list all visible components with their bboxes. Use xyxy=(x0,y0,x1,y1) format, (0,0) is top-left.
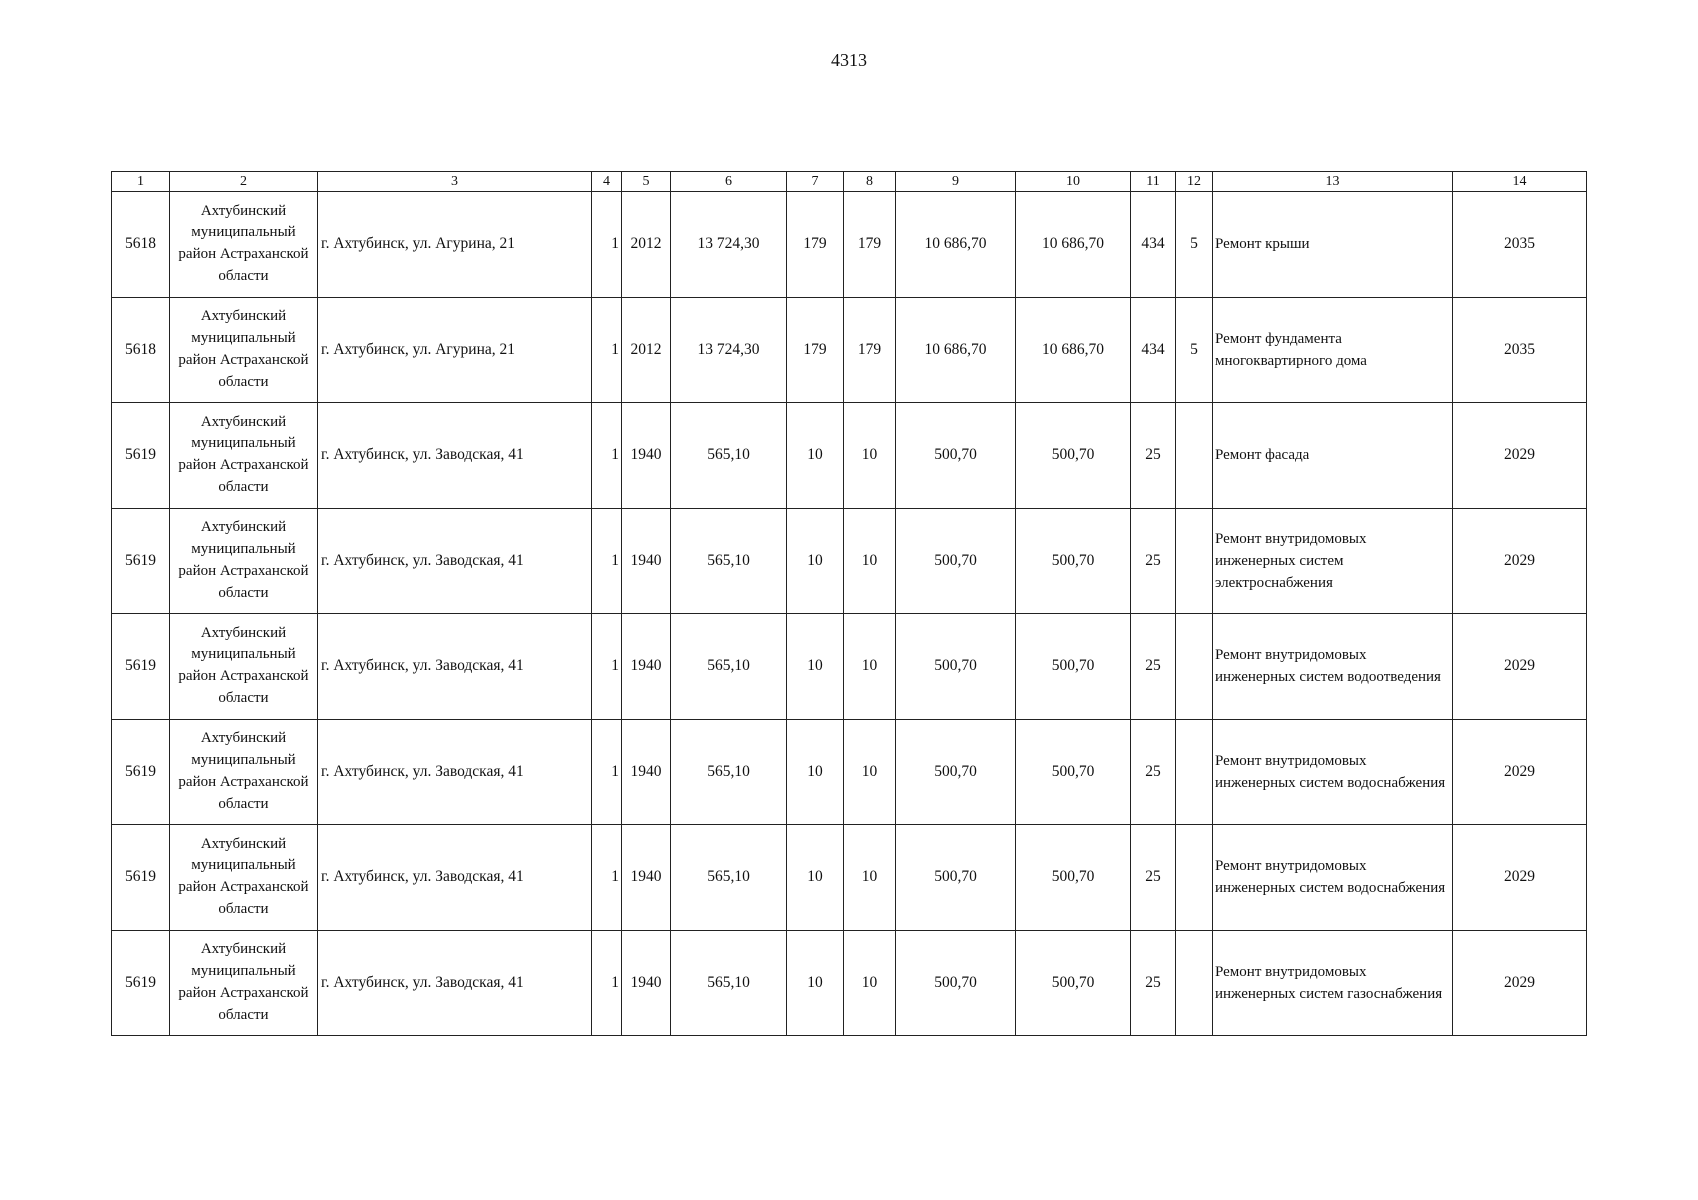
column-header: 11 xyxy=(1131,172,1176,192)
total-area-cell: 565,10 xyxy=(671,614,787,720)
total-area-cell: 565,10 xyxy=(671,403,787,509)
year-built-cell: 1940 xyxy=(622,825,671,931)
col8-cell: 10 xyxy=(844,403,896,509)
work-type-cell: Ремонт внутридомовых инженерных систем водоснабжения xyxy=(1213,825,1453,931)
col12-cell xyxy=(1176,403,1213,509)
row-id-cell: 5618 xyxy=(112,297,170,403)
col7-cell: 10 xyxy=(787,930,844,1036)
plan-year-cell: 2035 xyxy=(1453,297,1587,403)
column-header: 6 xyxy=(671,172,787,192)
col9-cell: 10 686,70 xyxy=(896,192,1016,298)
col8-cell: 10 xyxy=(844,930,896,1036)
plan-year-cell: 2029 xyxy=(1453,930,1587,1036)
table-row xyxy=(112,508,1587,614)
col11-cell: 434 xyxy=(1131,192,1176,298)
municipality-cell: Ахтубинский муниципальный район Астраханской области xyxy=(170,403,318,509)
capital-repair-table xyxy=(111,171,1587,1036)
address-cell: г. Ахтубинск, ул. Заводская, 41 xyxy=(318,719,592,825)
total-area-cell: 565,10 xyxy=(671,930,787,1036)
row-id-cell: 5619 xyxy=(112,825,170,931)
col11-cell: 25 xyxy=(1131,930,1176,1036)
header-row xyxy=(112,172,1587,192)
col7-cell: 10 xyxy=(787,403,844,509)
col10-cell: 500,70 xyxy=(1016,719,1131,825)
year-built-cell: 1940 xyxy=(622,508,671,614)
col9-cell: 10 686,70 xyxy=(896,297,1016,403)
total-area-cell: 13 724,30 xyxy=(671,192,787,298)
col7-cell: 10 xyxy=(787,719,844,825)
col9-cell: 500,70 xyxy=(896,825,1016,931)
column-header: 2 xyxy=(170,172,318,192)
column-header: 1 xyxy=(112,172,170,192)
page-number: 4313 xyxy=(831,50,867,70)
col8-cell: 10 xyxy=(844,719,896,825)
table-row xyxy=(112,719,1587,825)
col7-cell: 179 xyxy=(787,192,844,298)
column-header: 9 xyxy=(896,172,1016,192)
work-type-cell: Ремонт внутридомовых инженерных систем водоотведения xyxy=(1213,614,1453,720)
col11-cell: 25 xyxy=(1131,403,1176,509)
plan-year-cell: 2029 xyxy=(1453,508,1587,614)
col4-cell: 1 xyxy=(592,614,622,720)
column-header: 14 xyxy=(1453,172,1587,192)
col7-cell: 179 xyxy=(787,297,844,403)
col8-cell: 10 xyxy=(844,508,896,614)
table-row xyxy=(112,825,1587,931)
municipality-cell: Ахтубинский муниципальный район Астраханской области xyxy=(170,719,318,825)
column-header: 13 xyxy=(1213,172,1453,192)
address-cell: г. Ахтубинск, ул. Заводская, 41 xyxy=(318,930,592,1036)
column-header: 12 xyxy=(1176,172,1213,192)
plan-year-cell: 2029 xyxy=(1453,403,1587,509)
row-id-cell: 5619 xyxy=(112,508,170,614)
address-cell: г. Ахтубинск, ул. Заводская, 41 xyxy=(318,403,592,509)
municipality-cell: Ахтубинский муниципальный район Астраханской области xyxy=(170,825,318,931)
work-type-cell: Ремонт внутридомовых инженерных систем водоснабжения xyxy=(1213,719,1453,825)
column-header: 10 xyxy=(1016,172,1131,192)
work-type-cell: Ремонт внутридомовых инженерных систем электроснабжения xyxy=(1213,508,1453,614)
year-built-cell: 1940 xyxy=(622,719,671,825)
total-area-cell: 13 724,30 xyxy=(671,297,787,403)
table-row xyxy=(112,297,1587,403)
col12-cell xyxy=(1176,719,1213,825)
plan-year-cell: 2029 xyxy=(1453,825,1587,931)
total-area-cell: 565,10 xyxy=(671,508,787,614)
col12-cell xyxy=(1176,614,1213,720)
column-header: 3 xyxy=(318,172,592,192)
row-id-cell: 5618 xyxy=(112,192,170,298)
municipality-cell: Ахтубинский муниципальный район Астраханской области xyxy=(170,508,318,614)
col11-cell: 25 xyxy=(1131,825,1176,931)
col11-cell: 25 xyxy=(1131,508,1176,614)
col12-cell xyxy=(1176,930,1213,1036)
address-cell: г. Ахтубинск, ул. Заводская, 41 xyxy=(318,614,592,720)
work-type-cell: Ремонт фасада xyxy=(1213,403,1453,509)
address-cell: г. Ахтубинск, ул. Агурина, 21 xyxy=(318,192,592,298)
col8-cell: 179 xyxy=(844,192,896,298)
col4-cell: 1 xyxy=(592,297,622,403)
col4-cell: 1 xyxy=(592,192,622,298)
column-header: 7 xyxy=(787,172,844,192)
col11-cell: 434 xyxy=(1131,297,1176,403)
col7-cell: 10 xyxy=(787,508,844,614)
year-built-cell: 1940 xyxy=(622,403,671,509)
col11-cell: 25 xyxy=(1131,614,1176,720)
col7-cell: 10 xyxy=(787,825,844,931)
col11-cell: 25 xyxy=(1131,719,1176,825)
col9-cell: 500,70 xyxy=(896,403,1016,509)
address-cell: г. Ахтубинск, ул. Заводская, 41 xyxy=(318,825,592,931)
year-built-cell: 1940 xyxy=(622,930,671,1036)
column-header: 4 xyxy=(592,172,622,192)
plan-year-cell: 2035 xyxy=(1453,192,1587,298)
col12-cell: 5 xyxy=(1176,297,1213,403)
municipality-cell: Ахтубинский муниципальный район Астраханской области xyxy=(170,930,318,1036)
col9-cell: 500,70 xyxy=(896,614,1016,720)
work-type-cell: Ремонт внутридомовых инженерных систем газоснабжения xyxy=(1213,930,1453,1036)
table-row xyxy=(112,614,1587,720)
col12-cell xyxy=(1176,508,1213,614)
table-row xyxy=(112,930,1587,1036)
col8-cell: 10 xyxy=(844,614,896,720)
col9-cell: 500,70 xyxy=(896,930,1016,1036)
row-id-cell: 5619 xyxy=(112,403,170,509)
row-id-cell: 5619 xyxy=(112,614,170,720)
municipality-cell: Ахтубинский муниципальный район Астраханской области xyxy=(170,614,318,720)
col4-cell: 1 xyxy=(592,719,622,825)
table-row xyxy=(112,192,1587,298)
total-area-cell: 565,10 xyxy=(671,719,787,825)
col8-cell: 179 xyxy=(844,297,896,403)
year-built-cell: 2012 xyxy=(622,192,671,298)
year-built-cell: 2012 xyxy=(622,297,671,403)
column-header: 5 xyxy=(622,172,671,192)
row-id-cell: 5619 xyxy=(112,719,170,825)
col12-cell xyxy=(1176,825,1213,931)
col10-cell: 500,70 xyxy=(1016,614,1131,720)
col8-cell: 10 xyxy=(844,825,896,931)
col4-cell: 1 xyxy=(592,930,622,1036)
column-header: 8 xyxy=(844,172,896,192)
col10-cell: 10 686,70 xyxy=(1016,192,1131,298)
year-built-cell: 1940 xyxy=(622,614,671,720)
col10-cell: 500,70 xyxy=(1016,825,1131,931)
col10-cell: 500,70 xyxy=(1016,508,1131,614)
work-type-cell: Ремонт крыши xyxy=(1213,192,1453,298)
address-cell: г. Ахтубинск, ул. Агурина, 21 xyxy=(318,297,592,403)
municipality-cell: Ахтубинский муниципальный район Астраханской области xyxy=(170,192,318,298)
col4-cell: 1 xyxy=(592,403,622,509)
address-cell: г. Ахтубинск, ул. Заводская, 41 xyxy=(318,508,592,614)
total-area-cell: 565,10 xyxy=(671,825,787,931)
plan-year-cell: 2029 xyxy=(1453,614,1587,720)
table-row xyxy=(112,403,1587,509)
col10-cell: 10 686,70 xyxy=(1016,297,1131,403)
col4-cell: 1 xyxy=(592,508,622,614)
col12-cell: 5 xyxy=(1176,192,1213,298)
row-id-cell: 5619 xyxy=(112,930,170,1036)
col4-cell: 1 xyxy=(592,825,622,931)
col10-cell: 500,70 xyxy=(1016,930,1131,1036)
col7-cell: 10 xyxy=(787,614,844,720)
col9-cell: 500,70 xyxy=(896,719,1016,825)
municipality-cell: Ахтубинский муниципальный район Астраханской области xyxy=(170,297,318,403)
work-type-cell: Ремонт фундамента многоквартирного дома xyxy=(1213,297,1453,403)
col9-cell: 500,70 xyxy=(896,508,1016,614)
plan-year-cell: 2029 xyxy=(1453,719,1587,825)
col10-cell: 500,70 xyxy=(1016,403,1131,509)
